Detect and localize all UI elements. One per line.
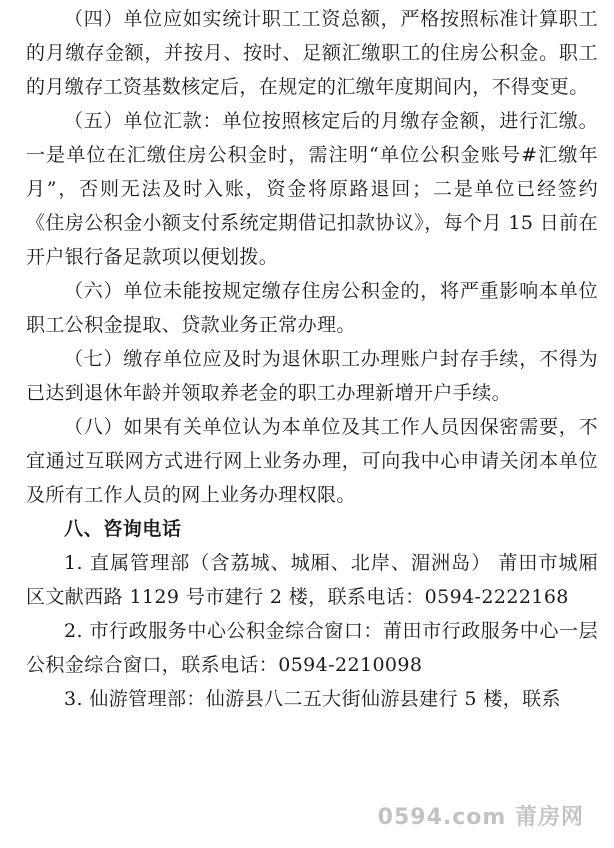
site-watermark: 0594.com 莆房网 — [377, 805, 584, 830]
paragraph-item-5: （五）单位汇款：单位按照核定后的月缴存金额，进行汇缴。一是单位在汇缴住房公积金时，需注明“单位公积金账号#汇缴年月”，否则无法及时入账，资金将原路退回；二是单位已经签约《住房公积金小额支付系统定期借记扣款协议》，每个月 15 日前在开户银行备足款项以便划拨。 — [26, 110, 598, 268]
paragraph-item-7: （七）缴存单位应及时为退休职工办理账户封存手续，不得为已达到退休年龄并领取养老金的职工办理新增开户手续。 — [26, 348, 598, 404]
section-heading: 八、咨询电话 — [64, 518, 182, 540]
contact-item-3: 3. 仙游管理部：仙游县八二五大街仙游县建行 5 楼，联系 — [64, 688, 561, 710]
contact-item-2: 2. 市行政服务中心公积金综合窗口：莆田市行政服务中心一层公积金综合窗口，联系电话：0594-2210098 — [26, 620, 598, 676]
paragraph-item-8: （八）如果有关单位认为本单位及其工作人员因保密需要，不宜通过互联网方式进行网上业务办理，可向我中心申请关闭本单位及所有工作人员的网上业务办理权限。 — [26, 416, 598, 506]
contact-item-1: 1. 直属管理部（含荔城、城厢、北岸、湄洲岛） 莆田市城厢区文献西路 1129 号市建行 2 楼，联系电话：0594-2222168 — [26, 552, 598, 608]
paragraph-item-4: （四）单位应如实统计职工工资总额，严格按照标准计算职工的月缴存金额，并按月、按时、足额汇缴职工的住房公积金。职工的月缴存工资基数核定后，在规定的汇缴年度期间内，不得变更。 — [26, 8, 598, 98]
paragraph-item-6: （六）单位未能按规定缴存住房公积金的，将严重影响本单位职工公积金提取、贷款业务正常办理。 — [26, 280, 598, 336]
